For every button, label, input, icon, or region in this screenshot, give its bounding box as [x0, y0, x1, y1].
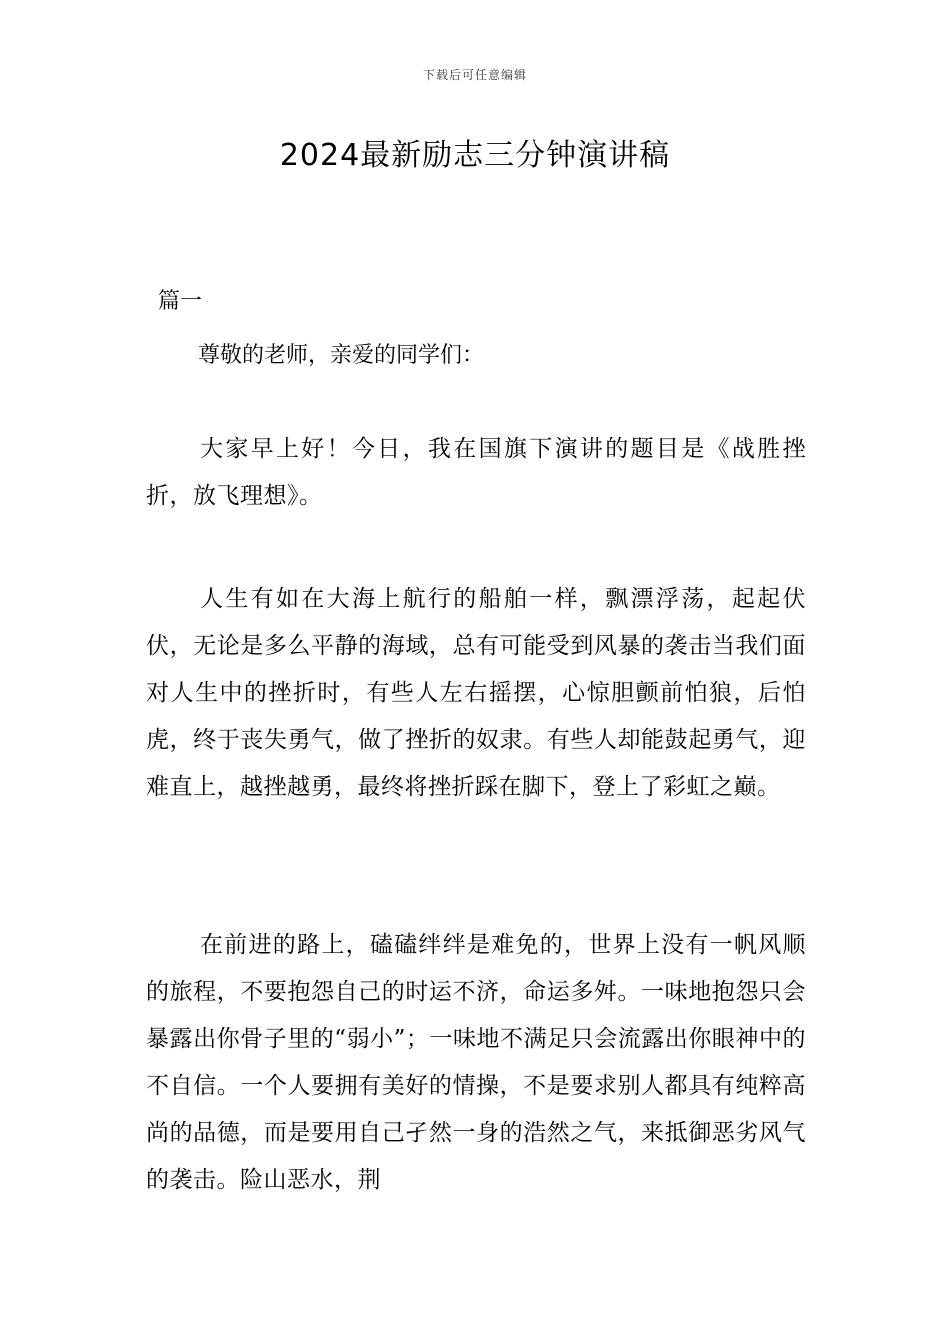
section-label: 篇一 [158, 289, 203, 314]
header-note: 下载后可任意编辑 [422, 68, 527, 82]
paragraph-1: 大家早上好！今日，我在国旗下演讲的题目是《战胜挫折，放飞理想》。 [146, 436, 806, 509]
document-title: 2024最新励志三分钟演讲稿 [279, 138, 671, 173]
paragraph-3: 在前进的路上，磕磕绊绊是难免的，世界上没有一帆风顺的旅程，不要抱怨自己的时运不济，命运多舛。一味地抱怨只会暴露出你骨子里的“弱小”；一味地不满足只会流露出你眼神中的不自信。一个人要拥有美好的情操，不是要求别人都具有纯粹高尚的品德，而是要用自己孑然一身的浩然之气，来抵御恶劣风气的袭击。险山恶水，荆 [146, 932, 806, 1193]
paragraph-2: 人生有如在大海上航行的船舶一样，飘漂浮荡，起起伏伏，无论是多么平静的海域，总有可能受到风暴的袭击当我们面对人生中的挫折时，有些人左右摇摆，心惊胆颤前怕狼，后怕虎，终于丧失勇气，做了挫折的奴隶。有些人却能鼓起勇气，迎难直上，越挫越勇，最终将挫折踩在脚下，登上了彩虹之巅。 [146, 586, 806, 800]
salutation: 尊敬的老师，亲爱的同学们： [198, 343, 485, 368]
